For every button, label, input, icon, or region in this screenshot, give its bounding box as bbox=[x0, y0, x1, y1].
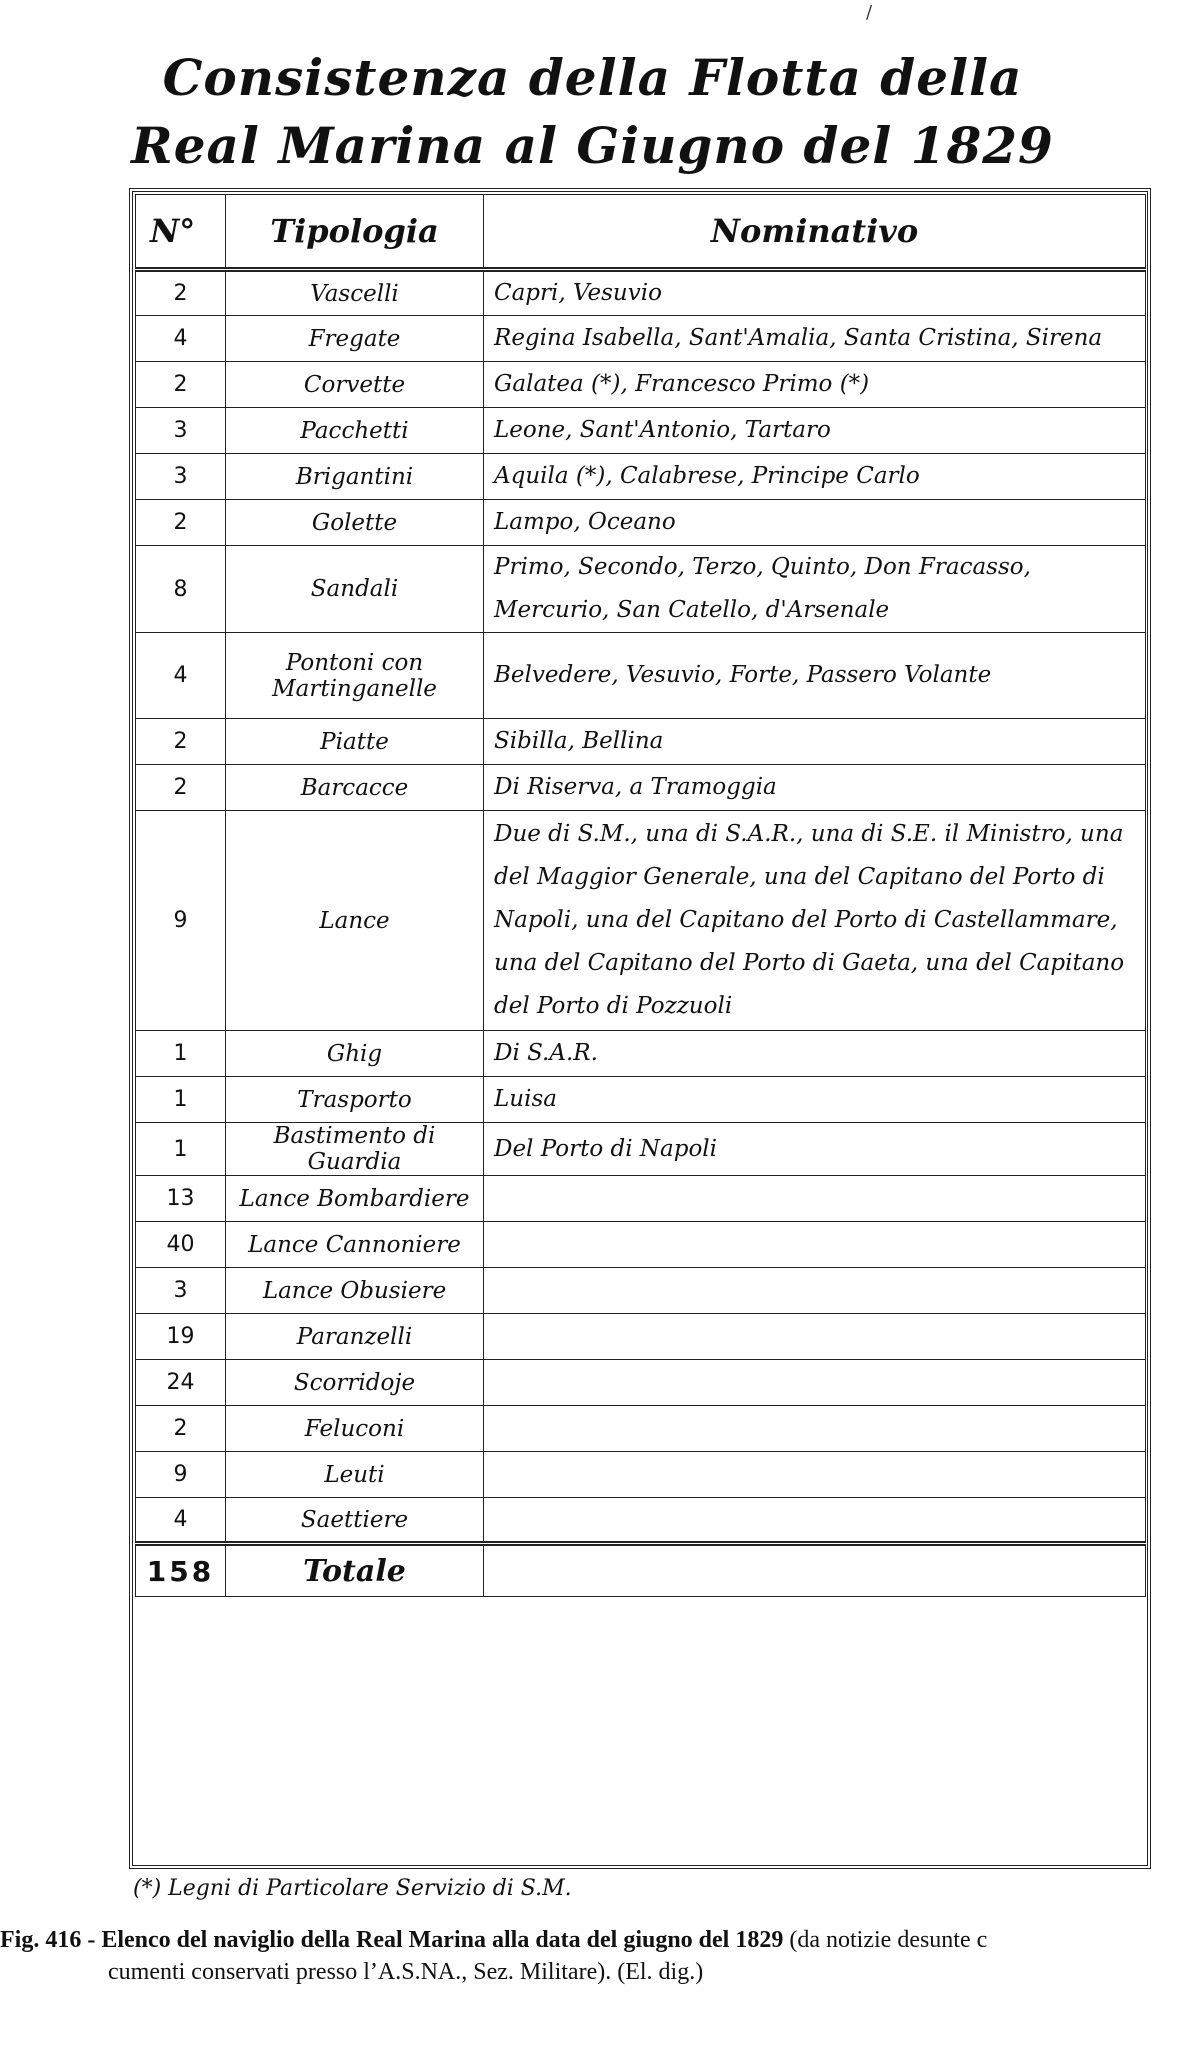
total-num: 158 bbox=[136, 1544, 226, 1597]
table-row bbox=[136, 546, 1146, 633]
row-names: Sibilla, Bellina bbox=[484, 719, 1146, 765]
row-type: Fregate bbox=[226, 316, 484, 362]
row-names bbox=[484, 1452, 1146, 1498]
row-type: Pontoni con Martinganelle bbox=[226, 633, 484, 719]
table-row bbox=[136, 454, 1146, 500]
row-names: Aquila (*), Calabrese, Principe Carlo bbox=[484, 454, 1146, 500]
table-row bbox=[136, 408, 1146, 454]
table-row bbox=[136, 1031, 1146, 1077]
table-row bbox=[136, 719, 1146, 765]
row-type: Leuti bbox=[226, 1452, 484, 1498]
row-num: 2 bbox=[136, 270, 226, 316]
row-type: Ghig bbox=[226, 1031, 484, 1077]
row-type: Barcacce bbox=[226, 765, 484, 811]
header-num: N° bbox=[136, 195, 226, 270]
row-num: 13 bbox=[136, 1176, 226, 1222]
row-num: 4 bbox=[136, 316, 226, 362]
row-type: Paranzelli bbox=[226, 1314, 484, 1360]
row-type: Vascelli bbox=[226, 270, 484, 316]
row-names: Due di S.M., una di S.A.R., una di S.E. il Ministro, una del Maggior Generale, una del Capitano del Porto di Napoli, una del Capitano del Porto di Castellammare, una del Capitano del Porto di Gaeta, una del Capitano del Porto di Pozzuoli bbox=[484, 811, 1146, 1031]
document-title-line2: Real Marina al Giugno del 1829 bbox=[131, 116, 1054, 175]
row-num: 2 bbox=[136, 362, 226, 408]
table-row bbox=[136, 1360, 1146, 1406]
figure-caption bbox=[0, 1924, 1185, 1988]
table-row bbox=[136, 362, 1146, 408]
total-empty bbox=[484, 1544, 1146, 1597]
row-names: Del Porto di Napoli bbox=[484, 1123, 1146, 1176]
row-names: Primo, Secondo, Terzo, Quinto, Don Fracasso, Mercurio, San Catello, d'Arsenale bbox=[484, 546, 1146, 633]
row-names bbox=[484, 1268, 1146, 1314]
row-names: Luisa bbox=[484, 1077, 1146, 1123]
table-row bbox=[136, 1406, 1146, 1452]
table-row bbox=[136, 633, 1146, 719]
row-num: 2 bbox=[136, 719, 226, 765]
row-type: Trasporto bbox=[226, 1077, 484, 1123]
table-row bbox=[136, 1176, 1146, 1222]
row-num: 8 bbox=[136, 546, 226, 633]
row-type: Lance Obusiere bbox=[226, 1268, 484, 1314]
header-names: Nominativo bbox=[484, 195, 1146, 270]
row-names bbox=[484, 1222, 1146, 1268]
table-row bbox=[136, 1268, 1146, 1314]
caption-text-2: cumenti conservati presso l’A.S.NA., Sez. Militare). (El. dig.) bbox=[108, 1959, 704, 1985]
row-num: 3 bbox=[136, 454, 226, 500]
table-row bbox=[136, 765, 1146, 811]
row-num: 40 bbox=[136, 1222, 226, 1268]
table-row bbox=[136, 1498, 1146, 1544]
row-names: Capri, Vesuvio bbox=[484, 270, 1146, 316]
row-type: Golette bbox=[226, 500, 484, 546]
fleet-table bbox=[135, 194, 1146, 1597]
row-num: 9 bbox=[136, 811, 226, 1031]
row-num: 9 bbox=[136, 1452, 226, 1498]
table-row bbox=[136, 1077, 1146, 1123]
table-row bbox=[136, 500, 1146, 546]
table-row bbox=[136, 811, 1146, 1031]
row-names: Belvedere, Vesuvio, Forte, Passero Volante bbox=[484, 633, 1146, 719]
caption-text-1: (da notizie desunte c bbox=[783, 1927, 988, 1953]
table-row bbox=[136, 270, 1146, 316]
row-names bbox=[484, 1406, 1146, 1452]
footnote: (*) Legni di Particolare Servizio di S.M. bbox=[133, 1876, 572, 1901]
row-type: Saettiere bbox=[226, 1498, 484, 1544]
row-type: Pacchetti bbox=[226, 408, 484, 454]
row-num: 3 bbox=[136, 408, 226, 454]
row-names: Lampo, Oceano bbox=[484, 500, 1146, 546]
row-num: 1 bbox=[136, 1123, 226, 1176]
row-type: Scorridoje bbox=[226, 1360, 484, 1406]
row-num: 24 bbox=[136, 1360, 226, 1406]
row-num: 1 bbox=[136, 1031, 226, 1077]
row-names: Di S.A.R. bbox=[484, 1031, 1146, 1077]
row-num: 2 bbox=[136, 765, 226, 811]
row-num: 4 bbox=[136, 633, 226, 719]
page-mark: / bbox=[866, 2, 873, 23]
table-row bbox=[136, 316, 1146, 362]
row-num: 19 bbox=[136, 1314, 226, 1360]
table-header-row bbox=[136, 195, 1146, 270]
caption-label: Fig. 416 - Elenco del naviglio della Real Marina alla data del giugno del 1829 bbox=[0, 1927, 784, 1953]
table-row bbox=[136, 1314, 1146, 1360]
table-row bbox=[136, 1452, 1146, 1498]
row-names bbox=[484, 1176, 1146, 1222]
row-type: Lance bbox=[226, 811, 484, 1031]
row-type: Lance Bombardiere bbox=[226, 1176, 484, 1222]
row-names: Di Riserva, a Tramoggia bbox=[484, 765, 1146, 811]
row-type: Sandali bbox=[226, 546, 484, 633]
row-type: Brigantini bbox=[226, 454, 484, 500]
row-num: 2 bbox=[136, 1406, 226, 1452]
row-names: Regina Isabella, Sant'Amalia, Santa Cristina, Sirena bbox=[484, 316, 1146, 362]
row-names bbox=[484, 1498, 1146, 1544]
row-type: Lance Cannoniere bbox=[226, 1222, 484, 1268]
row-type: Bastimento di Guardia bbox=[226, 1123, 484, 1176]
table-row bbox=[136, 1123, 1146, 1176]
row-names bbox=[484, 1314, 1146, 1360]
total-label: Totale bbox=[226, 1544, 484, 1597]
row-num: 2 bbox=[136, 500, 226, 546]
row-type: Piatte bbox=[226, 719, 484, 765]
row-type: Feluconi bbox=[226, 1406, 484, 1452]
row-names: Leone, Sant'Antonio, Tartaro bbox=[484, 408, 1146, 454]
row-names bbox=[484, 1360, 1146, 1406]
row-names: Galatea (*), Francesco Primo (*) bbox=[484, 362, 1146, 408]
row-num: 1 bbox=[136, 1077, 226, 1123]
table-row bbox=[136, 1222, 1146, 1268]
document-title-line1: Consistenza della Flotta della bbox=[162, 48, 1023, 107]
total-row bbox=[136, 1544, 1146, 1597]
row-type: Corvette bbox=[226, 362, 484, 408]
header-type: Tipologia bbox=[226, 195, 484, 270]
row-num: 4 bbox=[136, 1498, 226, 1544]
row-num: 3 bbox=[136, 1268, 226, 1314]
